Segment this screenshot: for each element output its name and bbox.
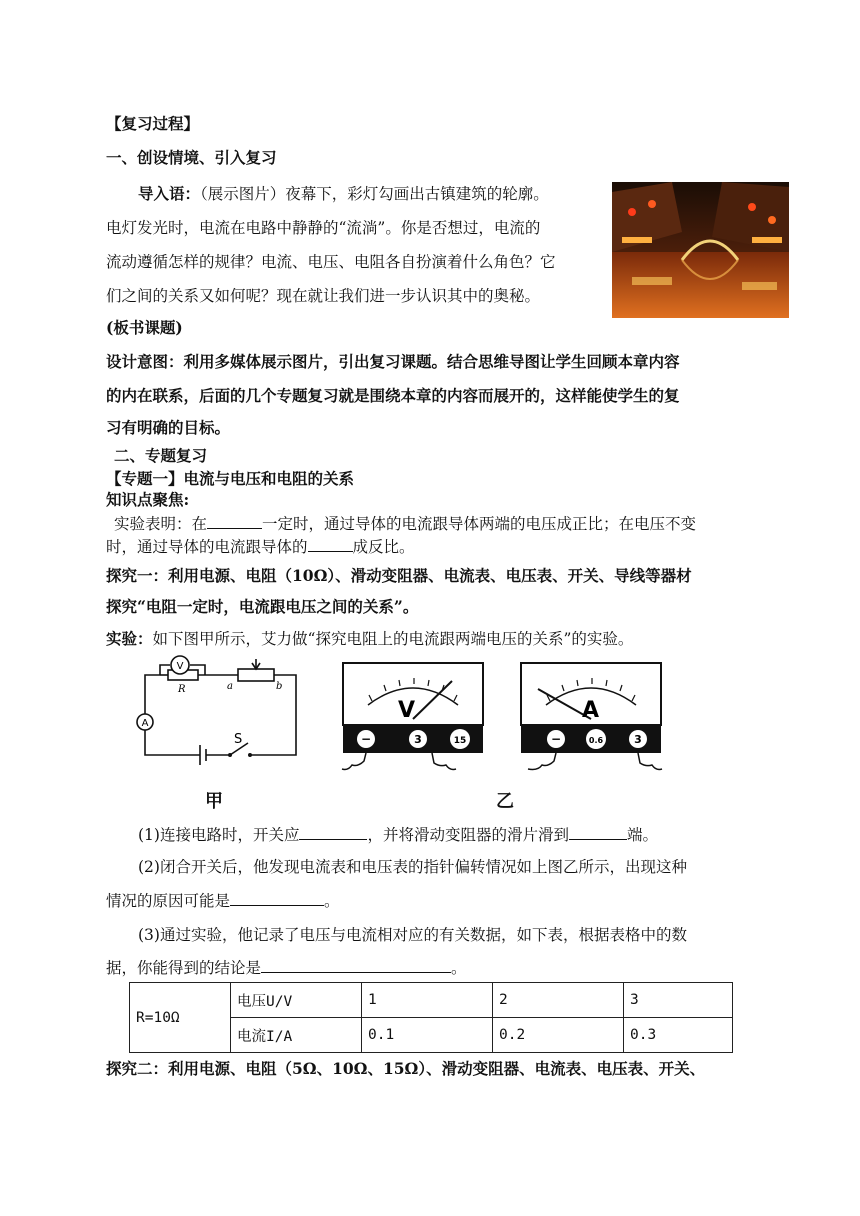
- voltmeter-label: V: [176, 661, 184, 672]
- blank-q3-conclusion[interactable]: [261, 956, 451, 973]
- table-cell: 1: [362, 983, 493, 1018]
- intro-line-3: 流动遵循怎样的规律？电流、电压、电阻各自扮演着什么角色？它: [106, 253, 556, 271]
- intro-label: 导入语：: [138, 184, 201, 203]
- section-2-heading: 二、专题复习: [114, 446, 208, 465]
- a-terminal-3: 3: [634, 733, 642, 746]
- question-2-line-2: 情况的原因可能是 。: [106, 889, 340, 911]
- explore-1-line-1: 探究一：利用电源、电阻（10Ω）、滑动变阻器、电流表、电压表、开关、导线等器材: [106, 566, 692, 585]
- table-row: [130, 983, 733, 1018]
- intro-line-4: 们之间的关系又如何呢？现在就让我们进一步认识其中的奥秘。: [106, 287, 541, 305]
- question-2-line-1: (2)闭合开关后，他发现电流表和电压表的指针偏转情况如上图乙所示，出现这种: [138, 858, 687, 876]
- knowledge-focus-label: 知识点聚焦:: [106, 490, 190, 509]
- experiment-conclusion-line-2: 时，通过导体的电流跟导体的 成反比。: [106, 535, 415, 557]
- voltmeter: [338, 661, 488, 791]
- question-3-line-2: 据，你能得到的结论是 。: [106, 956, 467, 978]
- table-cell: 0.3: [624, 1018, 733, 1053]
- table-cell: 2: [493, 983, 624, 1018]
- table-cell: 0.1: [362, 1018, 493, 1053]
- figure-label-jia: 甲: [205, 791, 223, 812]
- ammeter: [516, 661, 666, 791]
- design-intent-line-1: 设计意图：利用多媒体展示图片，引出复习课题。结合思维导图让学生回顾本章内容: [106, 352, 680, 371]
- blank-q1-switch[interactable]: [299, 823, 367, 840]
- question-3-line-1: (3)通过实验，他记录了电压与电流相对应的有关数据，如下表，根据表格中的数: [138, 926, 687, 944]
- design-intent-line-2: 的内在联系，后面的几个专题复习就是围绕本章的内容而展开的，这样能使学生的复: [106, 386, 680, 405]
- a-terminal-0-6: 0.6: [588, 736, 604, 745]
- blank-q1-end[interactable]: [569, 823, 627, 840]
- blank-fill-1[interactable]: [207, 512, 262, 529]
- table-cell: 电流I/A: [231, 1018, 362, 1053]
- review-heading: 【复习过程】: [106, 114, 200, 133]
- table-cell: R=10Ω: [130, 983, 231, 1053]
- node-b-label: b: [276, 681, 283, 692]
- v-terminal-15: 15: [453, 736, 467, 746]
- ammeter-label: A: [141, 718, 149, 729]
- experiment-line: 实验：如下图甲所示，艾力做“探究电阻上的电流跟两端电压的关系”的实验。: [106, 629, 634, 648]
- night-town-photo: [612, 182, 789, 318]
- explore-2-line-1: 探究二：利用电源、电阻（5Ω、10Ω、15Ω）、滑动变阻器、电流表、电压表、开关、: [106, 1059, 706, 1078]
- data-table: [129, 982, 733, 1053]
- table-cell: 0.2: [493, 1018, 624, 1053]
- intro-line-1: 导入语：（展示图片）夜幕下，彩灯勾画出古镇建筑的轮廓。: [138, 184, 549, 203]
- blank-q2-reason[interactable]: [230, 889, 324, 906]
- resistor-label: R: [178, 684, 186, 695]
- blank-fill-2[interactable]: [308, 535, 353, 552]
- explore-1-line-2: 探究“电阻一定时，电流跟电压之间的关系”。: [106, 597, 419, 616]
- ammeter-symbol: A: [582, 698, 600, 723]
- node-a-label: a: [227, 681, 233, 692]
- question-1: (1)连接电路时，开关应 ，并将滑动变阻器的滑片滑到 端。: [138, 823, 658, 845]
- section-1-heading: 一、创设情境、引入复习: [106, 148, 277, 167]
- v-terminal-3: 3: [414, 733, 422, 746]
- intro-line-2: 电灯发光时，电流在电路中静静的“流淌”。你是否想过，电流的: [106, 219, 541, 237]
- design-intent-line-3: 习有明确的目标。: [106, 418, 231, 437]
- experiment-conclusion-line-1: 实验表明：在 一定时，通过导体的电流跟导体两端的电压成正比；在电压不变: [114, 512, 696, 534]
- table-cell: 电压U/V: [231, 983, 362, 1018]
- voltmeter-symbol: V: [398, 698, 416, 723]
- table-cell: 3: [624, 983, 733, 1018]
- figure-label-yi: 乙: [496, 791, 514, 812]
- topic-1-heading: 【专题一】电流与电压和电阻的关系: [106, 469, 355, 488]
- switch-label: S: [234, 732, 243, 747]
- board-title-note: (板书课题): [106, 318, 183, 337]
- v-terminal-minus: −: [360, 732, 372, 746]
- a-terminal-minus: −: [550, 732, 562, 746]
- circuit-diagram: [130, 655, 310, 775]
